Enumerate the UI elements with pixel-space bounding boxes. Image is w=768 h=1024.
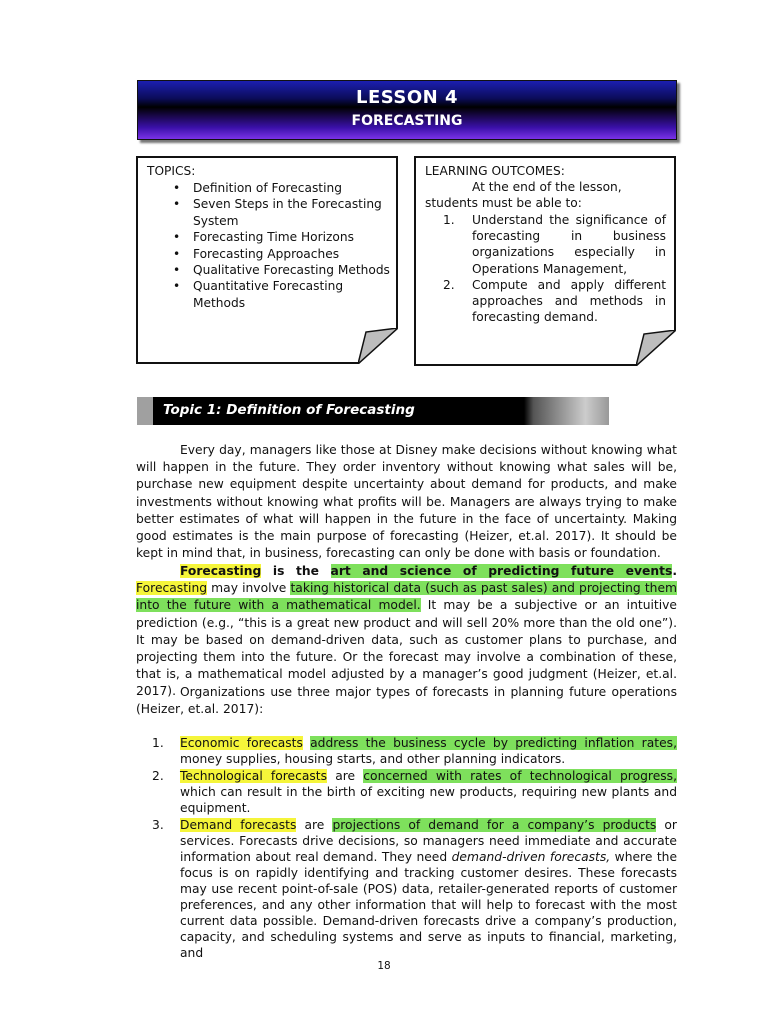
list-item [136,817,677,961]
topics-box [136,156,398,364]
forecast-types-list [136,735,677,962]
lesson-number: LESSON 4 [355,87,459,108]
highlight-phrase: projections of demand for a company’s products [332,818,657,832]
text-span: which can result in the birth of exciting new products, requiring new plants and equipment. [180,785,677,815]
highlight-term: Demand forecasts [180,818,297,832]
paragraph-intro: Every day, managers like those at Disney make decisions without knowing what will happen in the future. They order inventory without knowing what sales will be, purchase new equipment despite uncertainty about demand for products, and make investments without knowing what profits will be. Managers are always trying to make better estimates of what will happen in the future in the face of uncertainty. Making good estimates is the main purpose of forecasting (Heizer, et.al. 2017). It should be kept in mind that, in business, forecasting can only be done with basis or foundation. [136,443,677,561]
text-span: . [672,564,677,578]
outcome-text: Understand the significance of forecasting in business organizations especially in Operations Management, [472,213,666,276]
topic-item: • Definition of Forecasting [138,180,393,196]
highlight-definition: art and science of predicting future events [330,564,673,578]
topic-header-bar [137,397,609,425]
highlight-term: Forecasting [180,564,262,578]
topic-item: • Qualitative Forecasting Methods [138,262,393,278]
outcome-number: 2. [443,277,455,292]
outcome-item [416,212,666,277]
highlight-phrase: taking historical data (such as past sales) and projecting them into the future with a mathematical model. [136,581,677,613]
outcomes-heading: LEARNING OUTCOMES: [425,164,565,178]
page-curl-icon [358,328,398,364]
topic-bar-accent [137,397,153,425]
lesson-banner [137,80,677,140]
highlight-term: Economic forecasts [180,736,303,750]
topic-header-text: Topic 1: Definition of Forecasting [163,402,415,418]
text-span: It may be a subjective or an intuitive prediction (e.g., “this is a great new product and will sell 20% more than the old one”). It may be based on demand-driven data, such as customer plans to purchase, and projecting them into the future. Or the forecast may involve a combination of these, that is, a mathematical model adjusted by a manager’s good judgment (Heizer, et.al. 2017). [136,598,677,699]
highlight-phrase: address the business cycle by predicting inflation rates, [310,736,677,750]
topic-item: • Seven Steps in the Forecasting System [138,196,393,229]
outcomes-intro: students must be able to: [425,196,582,210]
outcome-text: Compute and apply different approaches and methods in forecasting demand. [472,277,666,325]
text-span: money supplies, housing starts, and other planning indicators. [180,752,566,766]
outcome-number: 1. [443,213,455,227]
text-span: demand-driven forecasts, [451,850,611,864]
highlight-phrase: concerned with rates of technological progress, [363,769,677,783]
learning-outcomes-box [414,156,676,366]
page-number: 18 [377,960,391,972]
topic-item: • Forecasting Time Horizons [138,229,393,245]
text-span: are [327,769,364,783]
list-item [136,735,677,767]
lesson-title: FORECASTING [351,113,463,129]
paragraph-types: Organizations use three major types of forecasts in planning future operations (Heizer, et.al. 2017): [136,685,677,717]
topic-item: • Quantitative Forecasting Methods [138,278,393,311]
list-number: 3. [152,818,164,832]
text-span: are [296,818,333,832]
text-span: or services. Forecasts drive decisions, so managers need immediate and accurate information about real demand. They need [180,818,677,864]
outcomes-intro: At the end of the lesson, [472,180,622,194]
topic-item: • Forecasting Approaches [138,246,393,262]
highlight-term: Forecasting [136,581,208,596]
outcome-item [416,277,666,326]
list-item [136,768,677,816]
topics-list [138,180,393,311]
text-span: where the focus is on rapidly identifying and tracking customer desires. These forecasts may use recent point-of-sale (POS) data, retailer-generated reports of customer preferences, and any other information that will help to forecast with the most current data possible. Demand-driven forecasts drive a company’s production, capacity, and scheduling systems and serve as inputs to financial, marketing, and [180,850,678,960]
topics-heading: TOPICS: [147,164,196,178]
outcomes-list [416,212,666,325]
list-number: 1. [152,736,164,750]
highlight-term: Technological forecasts [180,769,328,783]
page-curl-icon [636,330,676,366]
text-span: may involve [207,581,291,596]
text-span: is the [261,564,331,578]
paragraph-definition [136,563,677,701]
list-number: 2. [152,769,164,783]
